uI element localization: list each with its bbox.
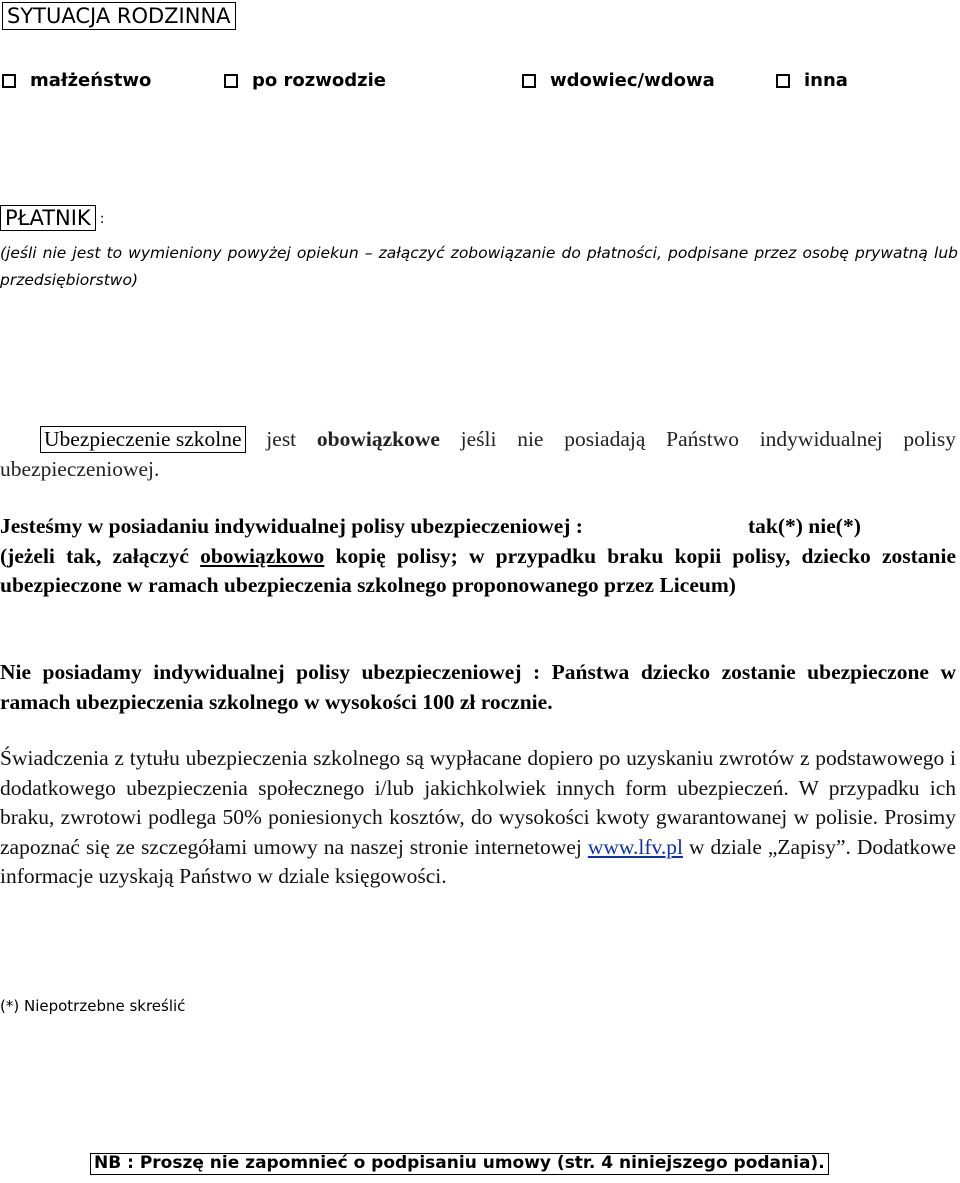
family-situation-title: SYTUACJA RODZINNA (2, 2, 236, 30)
option-label: po rozwodzie (252, 70, 386, 91)
option-label: małżeństwo (30, 70, 152, 91)
payer-colon: : (99, 211, 105, 227)
benefits-text-a: Świadczenia z tytułu ubezpieczenia szkolnego są wypłacane dopiero po uzyskaniu zwrotów z podstawowego i dodatkowego ubezpieczenia społecznego i/lub jakichkolwiek innych form ubezpieczeń. W przypadku ich braku, zwrotowi podlega 50% poniesionych kosztów, do wysokości kwoty gwarantowanej w polisie. Prosimy zapoznać się ze szczegółami umowy na naszej stronie internetowej (0, 746, 956, 859)
insurance-text-b: jeśli nie posiadają Państwo indywidualnej polisy ubezpieczeniowej. (0, 427, 956, 481)
checkbox-marriage[interactable] (2, 74, 16, 88)
payer-title: PŁATNIK (0, 205, 96, 231)
benefits-text-b: w dziale „Zapisy”. Dodatkowe informacje uzyskają Państwo w dziale księgowości. (0, 834, 956, 888)
payer-heading (0, 205, 104, 231)
option-label: wdowiec/wdowa (550, 70, 715, 91)
have-policy-question: Jesteśmy w posiadaniu indywidualnej polisy ubezpieczeniowej : (0, 514, 583, 538)
option-divorced[interactable] (224, 70, 386, 91)
option-marriage[interactable] (2, 70, 151, 91)
option-label: inna (804, 70, 848, 91)
footnote: (*) Niepotrzebne skreślić (0, 997, 186, 1015)
insurance-text-a: jest (245, 427, 317, 451)
note-text-b: kopię polisy; w przypadku braku kopii polisy, dziecko zostanie ubezpieczone w ramach ubezpieczenia szkolnego proponowanego przez Liceum) (0, 543, 956, 597)
family-options (0, 70, 960, 100)
have-policy-paragraph (0, 512, 956, 601)
no-policy-paragraph: Nie posiadamy indywidualnej polisy ubezpieczeniowej : Państwa dziecko zostanie ubezpieczone w ramach ubezpieczenia szkolnego w wysokości 100 zł rocznie. (0, 660, 956, 714)
have-policy-note (0, 542, 956, 601)
checkbox-other[interactable] (776, 74, 790, 88)
option-widowed[interactable] (522, 70, 715, 91)
note-text-a: (jeżeli tak, załączyć (0, 543, 201, 568)
checkbox-divorced[interactable] (224, 74, 238, 88)
have-policy-choices[interactable]: tak(*) nie(*) (748, 514, 861, 538)
have-policy-question-line (0, 512, 956, 542)
website-link[interactable]: www.lfv.pl (587, 834, 683, 859)
payer-note: (jeśli nie jest to wymieniony powyżej opiekun – załączyć zobowiązanie do płatności, podpisane przez osobę prywatną lub przedsiębiorstwo) (0, 244, 958, 289)
benefits-paragraph (0, 744, 956, 892)
insurance-intro (0, 425, 956, 484)
insurance-text-bold: obowiązkowe (316, 427, 440, 451)
nb-reminder: NB : Proszę nie zapomnieć o podpisaniu umowy (str. 4 niniejszego podania). (90, 1153, 829, 1175)
note-underlined: obowiązkowo (200, 543, 325, 568)
insurance-title: Ubezpieczenie szkolne (40, 426, 246, 453)
option-other[interactable] (776, 70, 848, 91)
checkbox-widowed[interactable] (522, 74, 536, 88)
